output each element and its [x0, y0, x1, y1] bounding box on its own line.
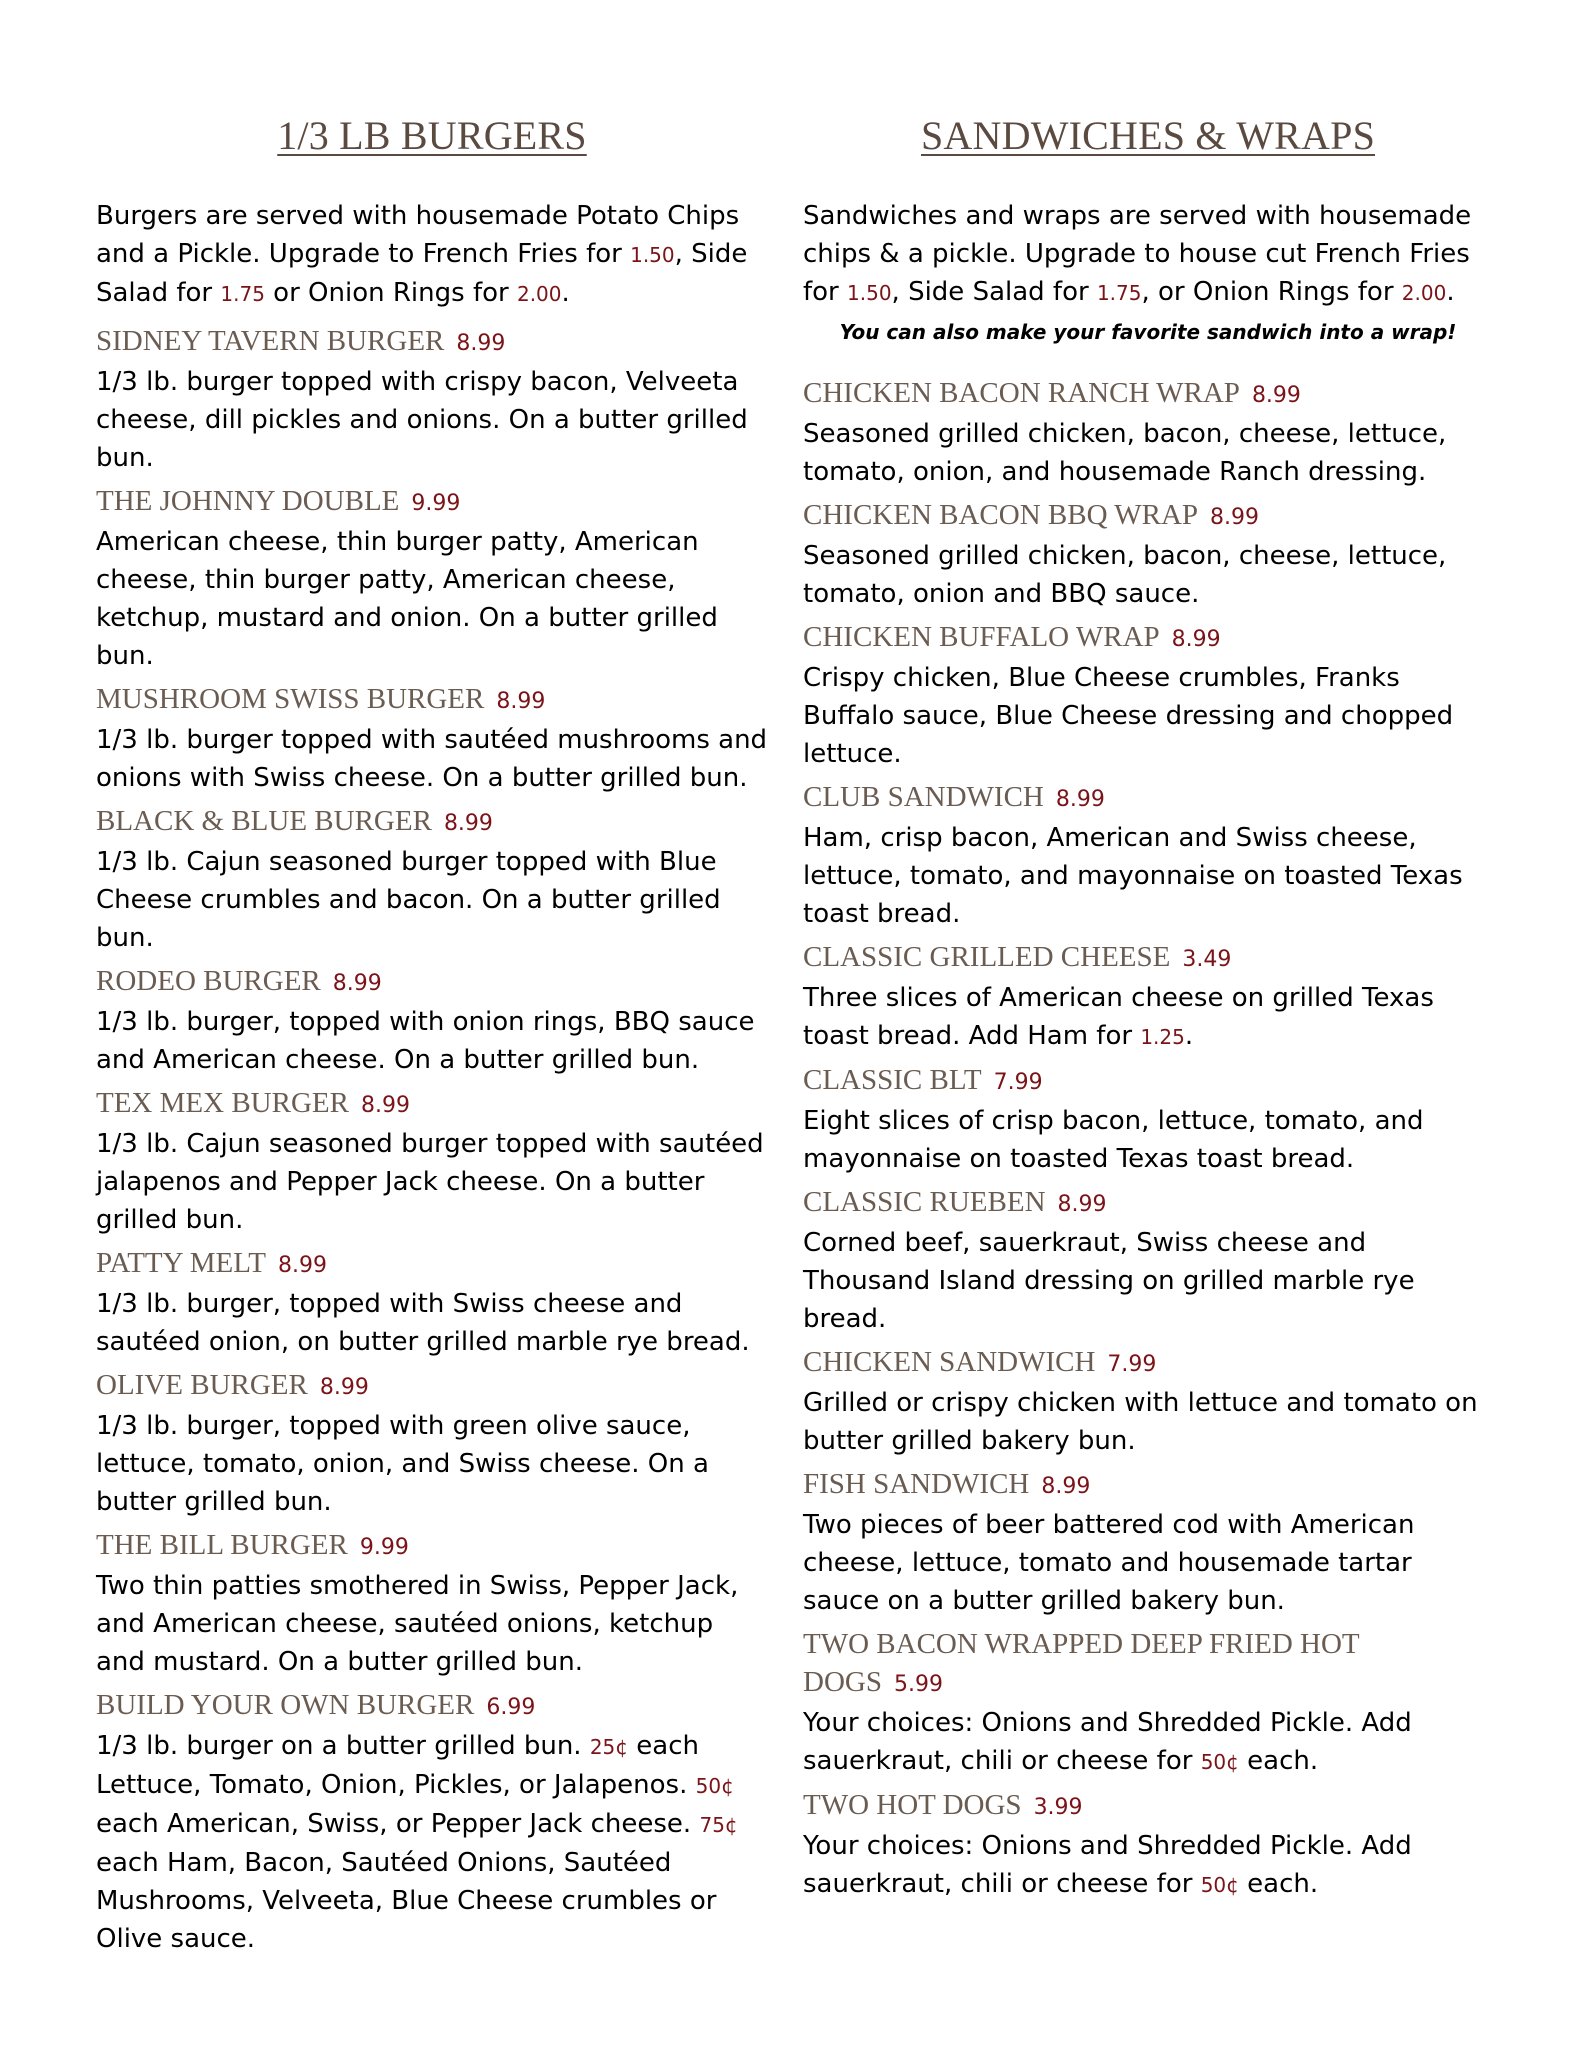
menu-item-header — [96, 1686, 768, 1727]
menu-item-header — [803, 1061, 1493, 1102]
menu-item-price: 8.99 — [278, 1253, 327, 1278]
menu-item-header — [96, 482, 768, 523]
menu-item — [96, 322, 768, 477]
menu-item-price: 6.99 — [486, 1695, 536, 1720]
menu-item — [803, 1183, 1493, 1338]
menu-item — [803, 496, 1493, 613]
menu-item-description — [803, 1827, 1493, 1904]
menu-item-name: RODEO BURGER — [96, 965, 321, 997]
menu-item-header — [96, 802, 768, 843]
burgers-intro — [96, 197, 768, 313]
menu-item-name: FISH SANDWICH — [803, 1468, 1030, 1500]
menu-item — [803, 1465, 1493, 1620]
menu-item-description — [803, 979, 1493, 1056]
menu-item-name: PATTY MELT — [96, 1247, 267, 1279]
menu-item-price: 8.99 — [319, 1375, 369, 1400]
menu-item-name: THE JOHNNY DOUBLE — [96, 485, 400, 517]
upgrade-price: 1.50 — [847, 281, 892, 305]
menu-item-grilled-cheese — [803, 938, 1493, 1056]
menu-item-header — [803, 496, 1493, 537]
menu-item-description — [803, 1704, 1493, 1781]
menu-item-description: 1/3 lb. burger topped with crispy bacon, Velveeta cheese, dill pickles and onions. On a butter grilled bun. — [96, 367, 748, 473]
menu-item — [96, 680, 768, 797]
menu-item — [803, 618, 1493, 773]
menu-item-price: 8.99 — [1251, 383, 1301, 408]
sandwiches-intro — [803, 197, 1493, 312]
menu-item-header — [96, 1084, 768, 1125]
menu-item-price: 8.99 — [1055, 787, 1105, 812]
menu-item-name: CHICKEN BACON BBQ WRAP — [803, 499, 1199, 531]
topping-price: 75¢ — [699, 1813, 738, 1837]
desc-text: 1/3 lb. burger on a butter grilled bun. — [96, 1731, 590, 1761]
sandwiches-section-title: SANDWICHES & WRAPS — [920, 113, 1376, 158]
intro-text: , Side Salad for — [96, 239, 748, 308]
menu-item-price: 5.99 — [893, 1672, 943, 1697]
menu-item-header — [96, 1244, 768, 1285]
menu-item-name: BLACK & BLUE BURGER — [96, 805, 432, 837]
menu-item-name: CHICKEN BUFFALO WRAP — [803, 621, 1160, 653]
menu-item-description: 1/3 lb. burger, topped with onion rings, BBQ sauce and American cheese. On a butter grilled bun. — [96, 1007, 755, 1075]
menu-item — [96, 962, 768, 1079]
desc-text: each Lettuce, Tomato, Onion, Pickles, or Jalapenos. — [96, 1731, 699, 1800]
menu-item-header — [96, 322, 768, 363]
menu-item-description: Corned beef, sauerkraut, Swiss cheese and Thousand Island dressing on grilled marble rye bread. — [803, 1228, 1415, 1334]
menu-item-price: 7.99 — [993, 1070, 1043, 1095]
menu-item-name: THE BILL BURGER — [96, 1529, 348, 1561]
menu-item — [96, 1366, 768, 1521]
menu-item-name: TWO HOT DOGS — [803, 1789, 1022, 1821]
sandwiches-section — [803, 112, 1493, 1909]
desc-text: . — [1184, 1021, 1194, 1051]
menu-item-description: Two pieces of beer battered cod with American cheese, lettuce, tomato and housemade tartar sauce on a butter grilled bakery bun. — [803, 1510, 1415, 1616]
desc-text: Your choices: Onions and Shredded Pickle. Add sauerkraut, chili or cheese for — [803, 1708, 1412, 1776]
menu-item-description: 1/3 lb. Cajun seasoned burger topped with sautéed jalapenos and Pepper Jack cheese. On a butter grilled bun. — [96, 1129, 764, 1235]
intro-text: . — [561, 278, 570, 308]
desc-text: each American, Swiss, or Pepper Jack cheese. — [96, 1809, 700, 1839]
menu-item-description: Seasoned grilled chicken, bacon, cheese, lettuce, tomato, onion and BBQ sauce. — [803, 541, 1447, 609]
menu-item-description: Seasoned grilled chicken, bacon, cheese, lettuce, tomato, onion, and housemade Ranch dressing. — [803, 419, 1447, 487]
intro-text: , Side Salad for — [891, 277, 1097, 307]
upgrade-price: 2.00 — [1401, 281, 1447, 305]
menu-item — [803, 1061, 1493, 1178]
menu-item — [96, 1526, 768, 1681]
burgers-section — [96, 112, 768, 1963]
menu-item-header — [96, 1366, 768, 1407]
menu-item — [803, 1343, 1493, 1460]
menu-item — [96, 482, 768, 675]
menu-item-header — [803, 1183, 1493, 1224]
menu-item-name: CHICKEN BACON RANCH WRAP — [803, 377, 1240, 409]
burgers-section-title: 1/3 LB BURGERS — [277, 113, 587, 158]
menu-item-name: OLIVE BURGER — [96, 1369, 308, 1401]
menu-item-description: Two thin patties smothered in Swiss, Pepper Jack, and American cheese, sautéed onions, ketchup and mustard. On a butter grilled bun. — [96, 1571, 739, 1677]
intro-text: , or Onion Rings for — [1141, 277, 1402, 307]
desc-text: each Ham, Bacon, Sautéed Onions, Sautéed Mushrooms, Velveeta, Blue Cheese crumbles or Olive sauce. — [96, 1848, 717, 1954]
wrap-note: You can also make your favorite sandwich into a wrap! — [839, 320, 1457, 344]
menu-item-header — [803, 374, 1493, 415]
upgrade-price: 1.50 — [630, 243, 675, 267]
menu-item-name: CLASSIC GRILLED CHEESE — [803, 941, 1171, 973]
menu-item-name: CHICKEN SANDWICH — [803, 1346, 1096, 1378]
menu-item-hot-dogs — [803, 1786, 1493, 1904]
topping-price: 25¢ — [589, 1735, 629, 1759]
menu-item-description: Ham, crisp bacon, American and Swiss cheese, lettuce, tomato, and mayonnaise on toasted Texas toast bread. — [803, 823, 1463, 929]
menu-item — [96, 1244, 768, 1361]
menu-item-header — [96, 680, 768, 721]
menu-item-header — [803, 938, 1493, 979]
menu-item-description: 1/3 lb. burger, topped with green olive sauce, lettuce, tomato, onion, and Swiss cheese. On a butter grilled bun. — [96, 1411, 709, 1517]
menu-item-name: CLASSIC RUEBEN — [803, 1186, 1046, 1218]
upgrade-price: 1.75 — [1096, 281, 1142, 305]
desc-text: Three slices of American cheese on grilled Texas toast bread. Add Ham for — [803, 983, 1434, 1051]
menu-item-description: Eight slices of crisp bacon, lettuce, tomato, and mayonnaise on toasted Texas toast bread. — [803, 1106, 1424, 1174]
menu-item-build-your-own — [96, 1686, 768, 1958]
menu-item-description: 1/3 lb. burger topped with sautéed mushrooms and onions with Swiss cheese. On a butter grilled bun. — [96, 725, 768, 793]
menu-item-price: 8.99 — [1210, 505, 1260, 530]
menu-item-price: 8.99 — [1171, 627, 1221, 652]
menu-item-description: 1/3 lb. Cajun seasoned burger topped with Blue Cheese crumbles and bacon. On a butter grilled bun. — [96, 847, 721, 953]
intro-text: or Onion Rings for — [264, 278, 517, 308]
menu-item-price: 9.99 — [359, 1535, 409, 1560]
menu-item-header — [803, 618, 1493, 659]
menu-item-price: 7.99 — [1107, 1352, 1157, 1377]
menu-item-price: 9.99 — [411, 491, 461, 516]
menu-item-price: 8.99 — [496, 689, 546, 714]
menu-item-price: 3.99 — [1033, 1795, 1083, 1820]
desc-text: each. — [1238, 1746, 1319, 1776]
menu-item-header — [803, 1625, 1493, 1704]
menu-item — [96, 1084, 768, 1239]
menu-item — [96, 802, 768, 957]
desc-text: each. — [1238, 1869, 1319, 1899]
menu-item-name: BUILD YOUR OWN BURGER — [96, 1689, 475, 1721]
menu-item-price: 8.99 — [443, 811, 493, 836]
menu-item — [803, 778, 1493, 933]
intro-text: Burgers are served with housemade Potato Chips and a Pickle. Upgrade to French Fries for — [96, 201, 740, 269]
topping-price: 50¢ — [695, 1774, 734, 1798]
menu-item-header — [803, 1343, 1493, 1384]
menu-item-price: 8.99 — [1041, 1474, 1091, 1499]
menu-item-price: 3.49 — [1182, 947, 1232, 972]
menu-item-hot-dogs — [803, 1625, 1493, 1781]
menu-item-header — [803, 1786, 1493, 1827]
addon-price: 50¢ — [1200, 1750, 1239, 1774]
menu-item-name: MUSHROOM SWISS BURGER — [96, 683, 485, 715]
addon-price: 1.25 — [1140, 1025, 1185, 1049]
intro-text: . — [1446, 277, 1455, 307]
menu-item-price: 8.99 — [456, 331, 506, 356]
menu-item-description: Crispy chicken, Blue Cheese crumbles, Franks Buffalo sauce, Blue Cheese dressing and chopped lettuce. — [803, 663, 1454, 769]
menu-item — [803, 374, 1493, 491]
addon-price: 50¢ — [1200, 1873, 1239, 1897]
menu-item-price: 8.99 — [360, 1093, 410, 1118]
menu-item-name: TEX MEX BURGER — [96, 1087, 349, 1119]
desc-text: Your choices: Onions and Shredded Pickle. Add sauerkraut, chili or cheese for — [803, 1831, 1412, 1899]
menu-item-name: SIDNEY TAVERN BURGER — [96, 325, 445, 357]
intro-text: Sandwiches and wraps are served with housemade chips & a pickle. Upgrade to house cut French Fries for — [803, 201, 1472, 307]
menu-item-description: 1/3 lb. burger, topped with Swiss cheese and sautéed onion, on butter grilled marble rye bread. — [96, 1289, 750, 1357]
menu-item-name: CLASSIC BLT — [803, 1064, 982, 1096]
upgrade-price: 1.75 — [220, 282, 265, 306]
menu-item-description: Grilled or crispy chicken with lettuce and tomato on butter grilled bakery bun. — [803, 1388, 1478, 1456]
menu-item-header — [803, 778, 1493, 819]
menu-item-price: 8.99 — [332, 971, 382, 996]
upgrade-price: 2.00 — [516, 282, 562, 306]
menu-item-name: TWO BACON WRAPPED DEEP FRIED HOT DOGS — [803, 1628, 1360, 1698]
menu-item-description — [96, 1727, 768, 1958]
menu-item-header — [96, 962, 768, 1003]
menu-item-price: 8.99 — [1057, 1192, 1107, 1217]
menu-item-header — [803, 1465, 1493, 1506]
menu-item-header — [96, 1526, 768, 1567]
menu-item-name: CLUB SANDWICH — [803, 781, 1044, 813]
menu-item-description: American cheese, thin burger patty, American cheese, thin burger patty, American cheese, ketchup, mustard and onion. On a butter grilled bun. — [96, 527, 718, 671]
